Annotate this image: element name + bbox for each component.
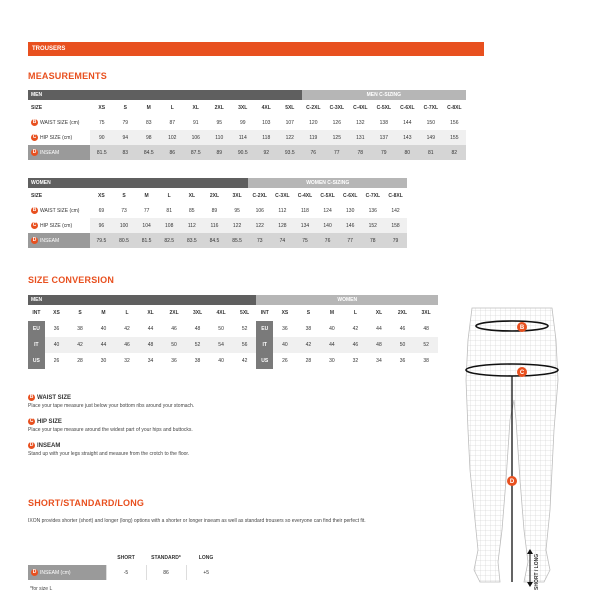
table-row	[28, 130, 466, 145]
note-title-text: WAIST SIZE	[37, 395, 72, 402]
value-cell: 44	[92, 337, 116, 353]
value-cell: 132	[356, 119, 365, 126]
value-cell: 89	[211, 207, 218, 214]
size-header: C-2XL	[252, 192, 267, 199]
value-cell: 30	[100, 358, 107, 364]
value-cell: 79	[122, 119, 129, 126]
band-c-label: WOMEN C-SIZING	[248, 178, 407, 188]
value-cell: 93.5	[278, 145, 302, 160]
size-header: XS	[53, 310, 60, 316]
value-cell: 96	[90, 218, 113, 233]
size-header: L	[167, 192, 171, 199]
size-row	[28, 188, 407, 203]
row-label-text: INSEAM (cm)	[40, 569, 71, 576]
size-header: M	[144, 192, 149, 199]
note-text: Place your tape measure around the widest part of your hips and buttocks.	[28, 427, 193, 434]
value-cell: 73	[121, 207, 127, 214]
value-cell: 90.5	[231, 145, 255, 160]
size-header: 2XL	[397, 310, 408, 316]
value-cell: 112	[278, 207, 287, 214]
value-cell: 84.5	[137, 145, 161, 160]
marker-c-label: C	[519, 370, 525, 376]
size-label: SIZE	[31, 104, 43, 111]
value-cell: 84.5	[203, 233, 226, 248]
value-cell: 112	[181, 218, 204, 233]
table-row	[28, 565, 226, 580]
value-cell: 89	[208, 145, 232, 160]
row-label: EU	[256, 321, 273, 337]
band-label: WOMEN	[28, 178, 248, 188]
size-header: C-6XL	[400, 104, 415, 111]
value-cell: 48	[194, 326, 201, 332]
value-cell: 76	[302, 145, 326, 160]
size-header: 3XL	[232, 192, 242, 199]
value-cell: 137	[372, 130, 396, 145]
row-label: US	[28, 353, 45, 369]
value-cell: 52	[414, 337, 438, 353]
value-cell: 75	[294, 233, 317, 248]
value-cell: 40	[329, 326, 335, 332]
value-cell: 122	[226, 218, 249, 233]
value-cell: 40	[100, 326, 107, 332]
badge-icon: B	[32, 207, 37, 213]
value-cell: 44	[320, 337, 344, 353]
size-header: L	[170, 104, 174, 111]
size-header: C-4XL	[353, 104, 368, 111]
value-cell: 82.5	[158, 233, 181, 248]
value-cell: 102	[161, 130, 185, 145]
value-cell: 50	[162, 337, 186, 353]
value-cell: 30	[329, 358, 335, 364]
value-cell: 98	[137, 130, 161, 145]
ssl-header: LONG	[198, 554, 214, 561]
value-cell: 26	[53, 358, 60, 364]
value-cell: 86	[146, 565, 186, 580]
size-header: C-5XL	[320, 192, 335, 199]
value-cell: 158	[384, 218, 407, 233]
value-cell: 99	[239, 119, 246, 126]
value-cell: 44	[147, 326, 154, 332]
value-cell: 143	[396, 130, 420, 145]
band-label: MEN	[28, 90, 302, 100]
size-header: 4XL	[216, 310, 226, 316]
measurements-heading: MEASUREMENTS	[28, 71, 107, 81]
value-cell: 118	[255, 130, 279, 145]
value-cell: 87.5	[184, 145, 208, 160]
size-header: 2XL	[209, 192, 220, 199]
value-cell: 114	[231, 130, 255, 145]
size-header: 3XL	[192, 310, 203, 316]
row-label	[28, 565, 106, 580]
badge-icon: D	[32, 237, 37, 243]
value-cell: 106	[184, 130, 208, 145]
row-label	[28, 218, 90, 233]
value-cell: 134	[294, 218, 317, 233]
ssl-header-row	[28, 550, 226, 565]
size-header: C-5XL	[376, 104, 392, 111]
value-cell: 85.5	[226, 233, 249, 248]
value-cell: 149	[419, 130, 443, 145]
men-band-label: MEN	[28, 295, 256, 305]
value-cell: 44	[376, 326, 382, 332]
badge-icon: B	[29, 394, 34, 400]
size-header: M	[146, 104, 151, 111]
arrow-down-icon	[527, 582, 533, 587]
note-text: Stand up with your legs straight and measure from the crotch to the floor.	[28, 451, 190, 458]
size-header: 3XL	[421, 310, 431, 316]
table-row	[28, 353, 438, 369]
note-item	[28, 442, 328, 457]
measurement-notes	[28, 394, 328, 466]
badge-icon: B	[32, 119, 37, 125]
table-row	[28, 321, 438, 337]
size-header: S	[306, 310, 311, 316]
note-item	[28, 394, 328, 409]
value-cell: 78	[349, 145, 373, 160]
value-cell: 42	[352, 326, 359, 332]
empty-cell	[28, 550, 106, 565]
value-cell: 130	[346, 207, 355, 214]
value-cell: 34	[147, 358, 154, 364]
row-label: US	[256, 353, 273, 369]
value-cell: 142	[391, 207, 400, 214]
value-cell: 140	[316, 218, 339, 233]
value-cell: 50	[391, 337, 415, 353]
value-cell: 73	[248, 233, 271, 248]
value-cell: 91	[192, 119, 199, 126]
value-cell: 146	[339, 218, 362, 233]
value-cell: 152	[362, 218, 385, 233]
value-cell: 120	[309, 119, 318, 126]
row-label: EU	[28, 321, 45, 337]
value-cell: 48	[367, 337, 391, 353]
size-header: M	[329, 310, 335, 316]
value-cell: 128	[271, 218, 294, 233]
size-conversion-heading: SIZE CONVERSION	[28, 275, 115, 285]
size-header: 5XL	[285, 104, 295, 111]
value-cell: 81	[166, 207, 172, 214]
size-header: C-2XL	[306, 104, 321, 111]
value-cell: 46	[399, 326, 406, 332]
row-label-text: WAIST SIZE (cm)	[40, 207, 80, 214]
note-title	[28, 394, 328, 401]
value-cell: 83	[145, 119, 152, 126]
badge-icon: C	[32, 134, 37, 140]
size-header: S	[122, 192, 126, 199]
value-cell: 150	[426, 119, 435, 126]
value-cell: 28	[305, 358, 312, 364]
value-cell: 26	[282, 358, 288, 364]
men-measurement-table	[28, 90, 466, 160]
value-cell: 36	[399, 358, 406, 364]
row-label-text: INSEAM	[40, 149, 60, 156]
value-cell: 54	[209, 337, 233, 353]
int-label: INT	[260, 310, 269, 316]
badge-icon: C	[29, 418, 34, 425]
value-cell: 80	[396, 145, 420, 160]
row-label-text: HIP SIZE (cm)	[40, 222, 73, 229]
value-cell: 116	[203, 218, 226, 233]
table-row	[28, 115, 466, 130]
value-cell: 52	[186, 337, 210, 353]
value-cell: 56	[233, 337, 257, 353]
size-header: XS	[281, 310, 289, 316]
size-header: C-4XL	[297, 192, 313, 199]
value-cell: 92	[255, 145, 279, 160]
value-cell: 82	[443, 145, 467, 160]
row-label-text: INSEAM	[40, 237, 60, 244]
value-cell: 125	[325, 130, 349, 145]
value-cell: 40	[218, 358, 224, 364]
value-cell: 104	[135, 218, 158, 233]
value-cell: 107	[285, 119, 294, 126]
size-header: XL	[192, 104, 199, 111]
value-cell: 136	[368, 207, 377, 214]
size-header: C-7XL	[423, 104, 439, 111]
value-cell: 78	[362, 233, 385, 248]
legs-figure	[440, 300, 590, 600]
value-cell: 131	[349, 130, 373, 145]
table-row	[28, 337, 438, 353]
value-cell: 122	[248, 218, 271, 233]
value-cell: 119	[302, 130, 326, 145]
row-label	[28, 233, 90, 248]
band-row	[28, 178, 407, 188]
size-header: 4XL	[261, 104, 271, 111]
note-title-text: INSEAM	[37, 443, 61, 450]
size-label: SIZE	[31, 192, 43, 199]
badge-icon: D	[32, 569, 37, 575]
size-header: C-8XL	[388, 192, 403, 199]
value-cell: 50	[218, 326, 224, 332]
value-cell: 36	[53, 326, 60, 332]
size-header: 3XL	[238, 104, 248, 111]
value-cell: 95	[234, 207, 240, 214]
value-cell: 38	[305, 326, 312, 332]
value-cell: 138	[379, 119, 388, 126]
size-header: XL	[188, 192, 196, 199]
size-header: C-8XL	[447, 104, 462, 111]
band-row	[28, 295, 438, 305]
value-cell: 46	[171, 326, 177, 332]
women-band-label: WOMEN	[256, 295, 438, 305]
value-cell: 90	[90, 130, 114, 145]
row-label	[28, 203, 90, 218]
size-header: 2XL	[214, 104, 224, 111]
value-cell: 94	[114, 130, 138, 145]
value-cell: 46	[115, 337, 139, 353]
note-title	[28, 442, 328, 449]
ssl-header: SHORT	[117, 554, 135, 561]
value-cell: 81.5	[90, 145, 114, 160]
value-cell: 95	[216, 119, 223, 126]
value-cell: 124	[323, 207, 332, 214]
value-cell: 79.5	[90, 233, 113, 248]
size-header: 5XL	[240, 310, 250, 316]
value-cell: 144	[403, 119, 412, 126]
row-label-text: WAIST SIZE (cm)	[40, 119, 80, 126]
value-cell: 83	[114, 145, 138, 160]
size-header: L	[125, 310, 129, 316]
table-row	[28, 203, 407, 218]
ssl-paragraph: IXON provides shorter (short) and longer (long) options with a shorter or longer inseam as well as standard trousers so everyone can find their perfect fit.	[28, 518, 366, 524]
short-long-label: SHORT / LONG	[534, 553, 540, 590]
size-header: C-6XL	[342, 192, 358, 199]
value-cell: 48	[139, 337, 163, 353]
value-cell: 126	[332, 119, 341, 126]
table-row	[28, 145, 466, 160]
int-label: INT	[32, 310, 41, 316]
badge-icon: D	[32, 149, 37, 155]
size-header: S	[78, 310, 82, 316]
value-cell: 76	[316, 233, 339, 248]
section-banner: TROUSERS	[28, 42, 484, 56]
ssl-table	[28, 550, 226, 580]
value-cell: 85	[189, 207, 195, 214]
marker-b-label: B	[519, 325, 525, 331]
value-cell: 81.5	[135, 233, 158, 248]
band-c-label: MEN C-SIZING	[302, 90, 467, 100]
value-cell: -5	[106, 565, 146, 580]
value-cell: 42	[241, 358, 248, 364]
size-header: L	[353, 310, 357, 316]
value-cell: 28	[77, 358, 83, 364]
value-cell: 48	[423, 326, 429, 332]
band-row	[28, 90, 466, 100]
value-cell: 46	[344, 337, 368, 353]
value-cell: 77	[325, 145, 349, 160]
value-cell: 106	[255, 207, 264, 214]
badge-icon: D	[29, 442, 34, 449]
ssl-header: STANDARD*	[151, 554, 181, 561]
value-cell: 42	[68, 337, 92, 353]
table-row	[28, 218, 407, 233]
value-cell: 156	[450, 119, 459, 126]
size-header: XL	[375, 310, 383, 316]
value-cell: 103	[262, 119, 271, 126]
value-cell: 100	[113, 218, 136, 233]
value-cell: 79	[384, 233, 407, 248]
size-header: S	[123, 104, 127, 111]
value-cell: 83.5	[181, 233, 204, 248]
value-cell: 74	[271, 233, 294, 248]
row-label: IT	[256, 337, 273, 353]
value-cell: 77	[143, 207, 150, 214]
value-cell: 86	[161, 145, 185, 160]
size-header: C-3XL	[275, 192, 290, 199]
size-header: XS	[98, 104, 106, 111]
value-cell: 69	[98, 207, 105, 214]
row-label: IT	[28, 337, 45, 353]
value-cell: 38	[77, 326, 83, 332]
value-cell: 40	[273, 337, 297, 353]
size-row	[28, 305, 438, 321]
value-cell: 36	[171, 358, 177, 364]
value-cell: 32	[124, 358, 130, 364]
ssl-footnote: *for size L	[30, 586, 53, 592]
value-cell: 32	[352, 358, 359, 364]
row-label	[28, 115, 90, 130]
row-label	[28, 145, 90, 160]
table-row	[28, 233, 407, 248]
value-cell: 79	[372, 145, 396, 160]
value-cell: 118	[300, 207, 309, 214]
value-cell: 42	[297, 337, 321, 353]
size-conversion-table	[28, 295, 438, 369]
value-cell: 36	[282, 326, 288, 332]
size-header: C-7XL	[365, 192, 381, 199]
women-measurement-table	[28, 178, 407, 248]
value-cell: 40	[45, 337, 69, 353]
value-cell: 87	[169, 119, 176, 126]
value-cell: 75	[98, 119, 105, 126]
size-header: M	[101, 310, 106, 316]
row-label	[28, 130, 90, 145]
note-item	[28, 418, 328, 433]
value-cell: 110	[208, 130, 232, 145]
size-header: 2XL	[169, 310, 179, 316]
value-cell: 81	[419, 145, 443, 160]
value-cell: 38	[423, 358, 429, 364]
size-header: XS	[98, 192, 105, 199]
value-cell: 108	[158, 218, 181, 233]
note-text: Place your tape measure just below your bottom ribs around your stomach.	[28, 403, 195, 410]
badge-icon: C	[32, 222, 37, 228]
row-label-text: HIP SIZE (cm)	[40, 134, 73, 141]
value-cell: 52	[241, 326, 248, 332]
value-cell: +5	[186, 565, 226, 580]
note-title	[28, 418, 328, 425]
value-cell: 34	[376, 358, 382, 364]
value-cell: 77	[339, 233, 362, 248]
note-title-text: HIP SIZE	[37, 419, 62, 426]
value-cell: 38	[194, 358, 201, 364]
marker-d-label: D	[509, 479, 515, 485]
value-cell: 80.5	[113, 233, 136, 248]
size-row	[28, 100, 466, 115]
value-cell: 155	[443, 130, 467, 145]
size-header: XL	[147, 310, 154, 316]
size-header: C-3XL	[329, 104, 345, 111]
ssl-heading: SHORT/STANDARD/LONG	[28, 498, 145, 508]
value-cell: 122	[278, 130, 302, 145]
value-cell: 42	[124, 326, 130, 332]
